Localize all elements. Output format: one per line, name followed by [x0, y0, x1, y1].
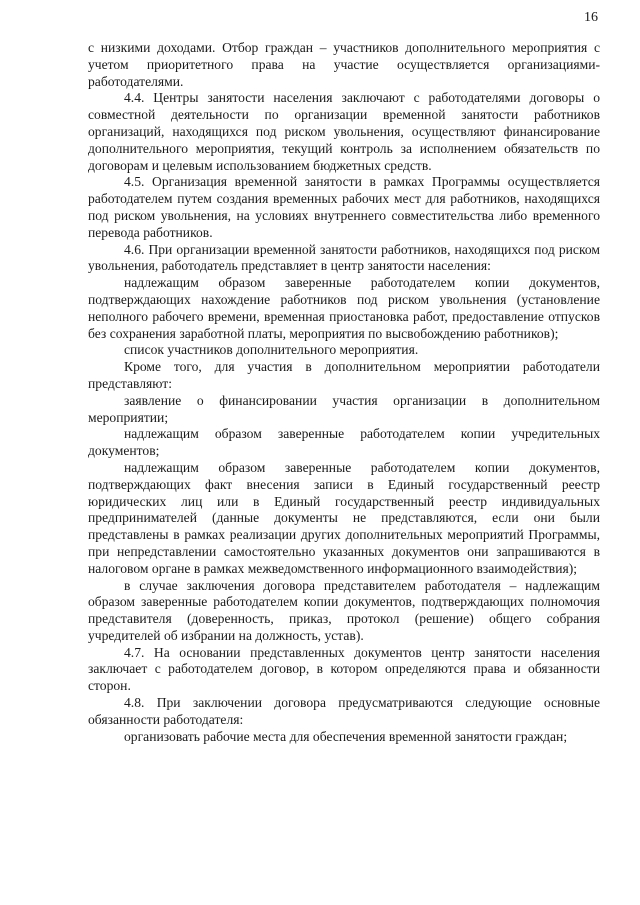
paragraph-4-7: 4.7. На основании представленных документов центр занятости населения заключает с работодателем договор, в котором определяются права и обязанности сторон.	[88, 644, 600, 694]
list-item-registry-documents: надлежащим образом заверенные работодателем копии документов, подтверждающих факт внесения записи в Единый государственный реестр юридических лиц или в Единый государственный реестр индивидуальных предпринимателей (данные документы не представляются, если они были представлены в рамках реализации других дополнительных мероприятий Программы, при непредставлении самостоятельно указанных документов они запрашиваются в налоговом органе в рамках межведомственного информационного взаимодействия);	[88, 459, 600, 576]
document-body	[88, 40, 600, 745]
list-item-application: заявление о финансировании участия организации в дополнительном мероприятии;	[88, 392, 600, 425]
paragraph-4-4: 4.4. Центры занятости населения заключают с работодателями договоры о совместной деятельности по организации временной занятости работников организаций, находящихся под риском увольнения, осуществляют финансирование дополнительного мероприятия, текущий контроль за исполнением обязательств по договорам и целевым использованием бюджетных средств.	[88, 90, 600, 173]
page-number: 16	[584, 10, 598, 25]
paragraph-4-6: 4.6. При организации временной занятости работников, находящихся под риском увольнения, работодатель представляет в центр занятости населения:	[88, 241, 600, 274]
paragraph-additional: Кроме того, для участия в дополнительном мероприятии работодатели представляют:	[88, 359, 600, 391]
list-item-participants: список участников дополнительного мероприятия.	[124, 342, 419, 358]
list-item-representative: в случае заключения договора представителем работодателя – надлежащим образом заверенные работодателем копии документов, подтверждающих полномочия представителя (доверенность, приказ, протокол (решение) общего собрания учредителей об избрании на должность, устав).	[88, 577, 600, 643]
paragraph-4-8: 4.8. При заключении договора предусматриваются следующие основные обязанности работодателя:	[88, 695, 600, 727]
paragraph-4-5: 4.5. Организация временной занятости в рамках Программы осуществляется работодателем путем создания временных рабочих мест для работников, находящихся под риском увольнения, на условиях внутреннего совместительства либо временного перевода работников.	[88, 174, 600, 240]
paragraph-continuation: с низкими доходами. Отбор граждан – участников дополнительного мероприятия с учетом приоритетного права на участие осуществляется организациями-работодателями.	[88, 40, 600, 89]
list-item-organize-workplaces: организовать рабочие места для обеспечения временной занятости граждан;	[124, 728, 568, 744]
list-item-founding-documents: надлежащим образом заверенные работодателем копии учредительных документов;	[88, 426, 600, 459]
list-item-risk-documents: надлежащим образом заверенные работодателем копии документов, подтверждающих нахождение работников под риском увольнения (установление неполного рабочего времени, временная приостановка работ, предоставление отпусков без сохранения заработной платы, мероприятия по высвобождению работников);	[88, 275, 600, 341]
